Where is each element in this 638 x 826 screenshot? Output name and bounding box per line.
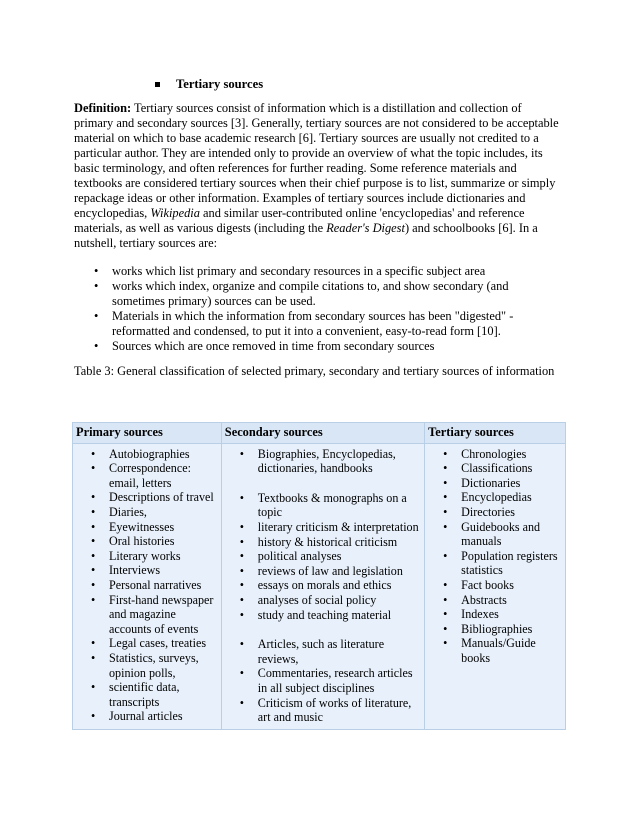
tertiary-item: • Classifications [427, 461, 563, 476]
primary-item: • scientific data, transcripts [75, 680, 219, 709]
tertiary-item: • Indexes [427, 607, 563, 622]
primary-item: • First-hand newspaper and magazine accounts of events [75, 593, 219, 637]
header-secondary: Secondary sources [221, 423, 424, 444]
primary-item: • Legal cases, treaties [75, 636, 219, 651]
tertiary-bullet-list [74, 264, 564, 354]
secondary-item: • Biographies, Encyclopedias, dictionaries, handbooks [224, 447, 422, 476]
bullet-item: • Materials in which the information from secondary sources has been "digested" - reformatted and condensed, to put it into a convenient, easy-to-read form [10]. [74, 309, 564, 339]
secondary-list [224, 447, 422, 725]
primary-item: • Literary works [75, 549, 219, 564]
primary-item: • Personal narratives [75, 578, 219, 593]
tertiary-item: • Dictionaries [427, 476, 563, 491]
header-primary: Primary sources [73, 423, 222, 444]
bullet-item: • Sources which are once removed in time from secondary sources [74, 339, 564, 354]
secondary-item: • Commentaries, research articles in all subject disciplines [224, 666, 422, 695]
primary-cell [73, 443, 222, 729]
primary-item: • Journal articles [75, 709, 219, 724]
section-heading-text: Tertiary sources [176, 77, 264, 91]
primary-list [75, 447, 219, 724]
square-bullet-icon [155, 82, 160, 87]
table-row [73, 443, 566, 729]
tertiary-item: • Directories [427, 505, 563, 520]
definition-text-2: and similar user-contributed online 'encyclopedias' and reference materials, as well as various digests (including the [74, 206, 525, 235]
header-tertiary: Tertiary sources [425, 423, 566, 444]
secondary-item: • reviews of law and legislation [224, 564, 422, 579]
section-heading [155, 77, 263, 92]
primary-item: • Correspondence: email, letters [75, 461, 219, 490]
definition-text-3: ) and schoolbooks [6]. In a nutshell, tertiary sources are: [74, 221, 538, 250]
primary-item: • Diaries, [75, 505, 219, 520]
table-caption: Table 3: General classification of selected primary, secondary and tertiary sources of information [74, 364, 555, 378]
tertiary-item: • Manuals/Guide books [427, 636, 563, 665]
secondary-item: • essays on morals and ethics [224, 578, 422, 593]
primary-item: • Descriptions of travel [75, 490, 219, 505]
tertiary-item: • Guidebooks and manuals [427, 520, 563, 549]
definition-label: Definition: [74, 101, 132, 115]
primary-item: • Autobiographies [75, 447, 219, 462]
classification-table [72, 422, 566, 730]
secondary-item: • literary criticism & interpretation [224, 520, 422, 535]
bullet-item: • works which list primary and secondary resources in a specific subject area [74, 264, 564, 279]
primary-item: • Statistics, surveys, opinion polls, [75, 651, 219, 680]
definition-paragraph [74, 101, 559, 251]
secondary-item: • political analyses [224, 549, 422, 564]
wikipedia-italic: Wikipedia [150, 206, 200, 220]
secondary-item: • Criticism of works of literature, art and music [224, 696, 422, 725]
tertiary-item: • Bibliographies [427, 622, 563, 637]
secondary-item: • Articles, such as literature reviews, [224, 637, 422, 666]
tertiary-item: • Chronologies [427, 447, 563, 462]
tertiary-item: • Encyclopedias [427, 490, 563, 505]
secondary-item: • analyses of social policy [224, 593, 422, 608]
primary-item: • Oral histories [75, 534, 219, 549]
tertiary-list [427, 447, 563, 666]
secondary-item: • history & historical criticism [224, 535, 422, 550]
primary-item: • Interviews [75, 563, 219, 578]
secondary-item: • Textbooks & monographs on a topic [224, 491, 422, 520]
tertiary-item: • Abstracts [427, 593, 563, 608]
definition-text-1: Tertiary sources consist of information which is a distillation and collection of primary and secondary sources [3]. Generally, tertiary sources are not considered to be acceptable material on which to base academic research [6]. Tertiary sources are usually not credited to a particular author. They are intended only to provide an overview of what the topic includes, its basic terminology, and often references for further reading. Some reference materials and textbooks are considered tertiary sources when their chief purpose is to list, summarize or simply repackage ideas or other information. Examples of tertiary sources include dictionaries and encyclopedias, [74, 101, 559, 220]
tertiary-item: • Population registers statistics [427, 549, 563, 578]
readers-digest-italic: Reader's Digest [326, 221, 405, 235]
tertiary-cell [425, 443, 566, 729]
bullet-item: • works which index, organize and compile citations to, and show secondary (and sometimes primary) sources can be used. [74, 279, 564, 309]
secondary-cell [221, 443, 424, 729]
secondary-item: • study and teaching material [224, 608, 422, 623]
table-header-row [73, 423, 566, 444]
primary-item: • Eyewitnesses [75, 520, 219, 535]
tertiary-item: • Fact books [427, 578, 563, 593]
